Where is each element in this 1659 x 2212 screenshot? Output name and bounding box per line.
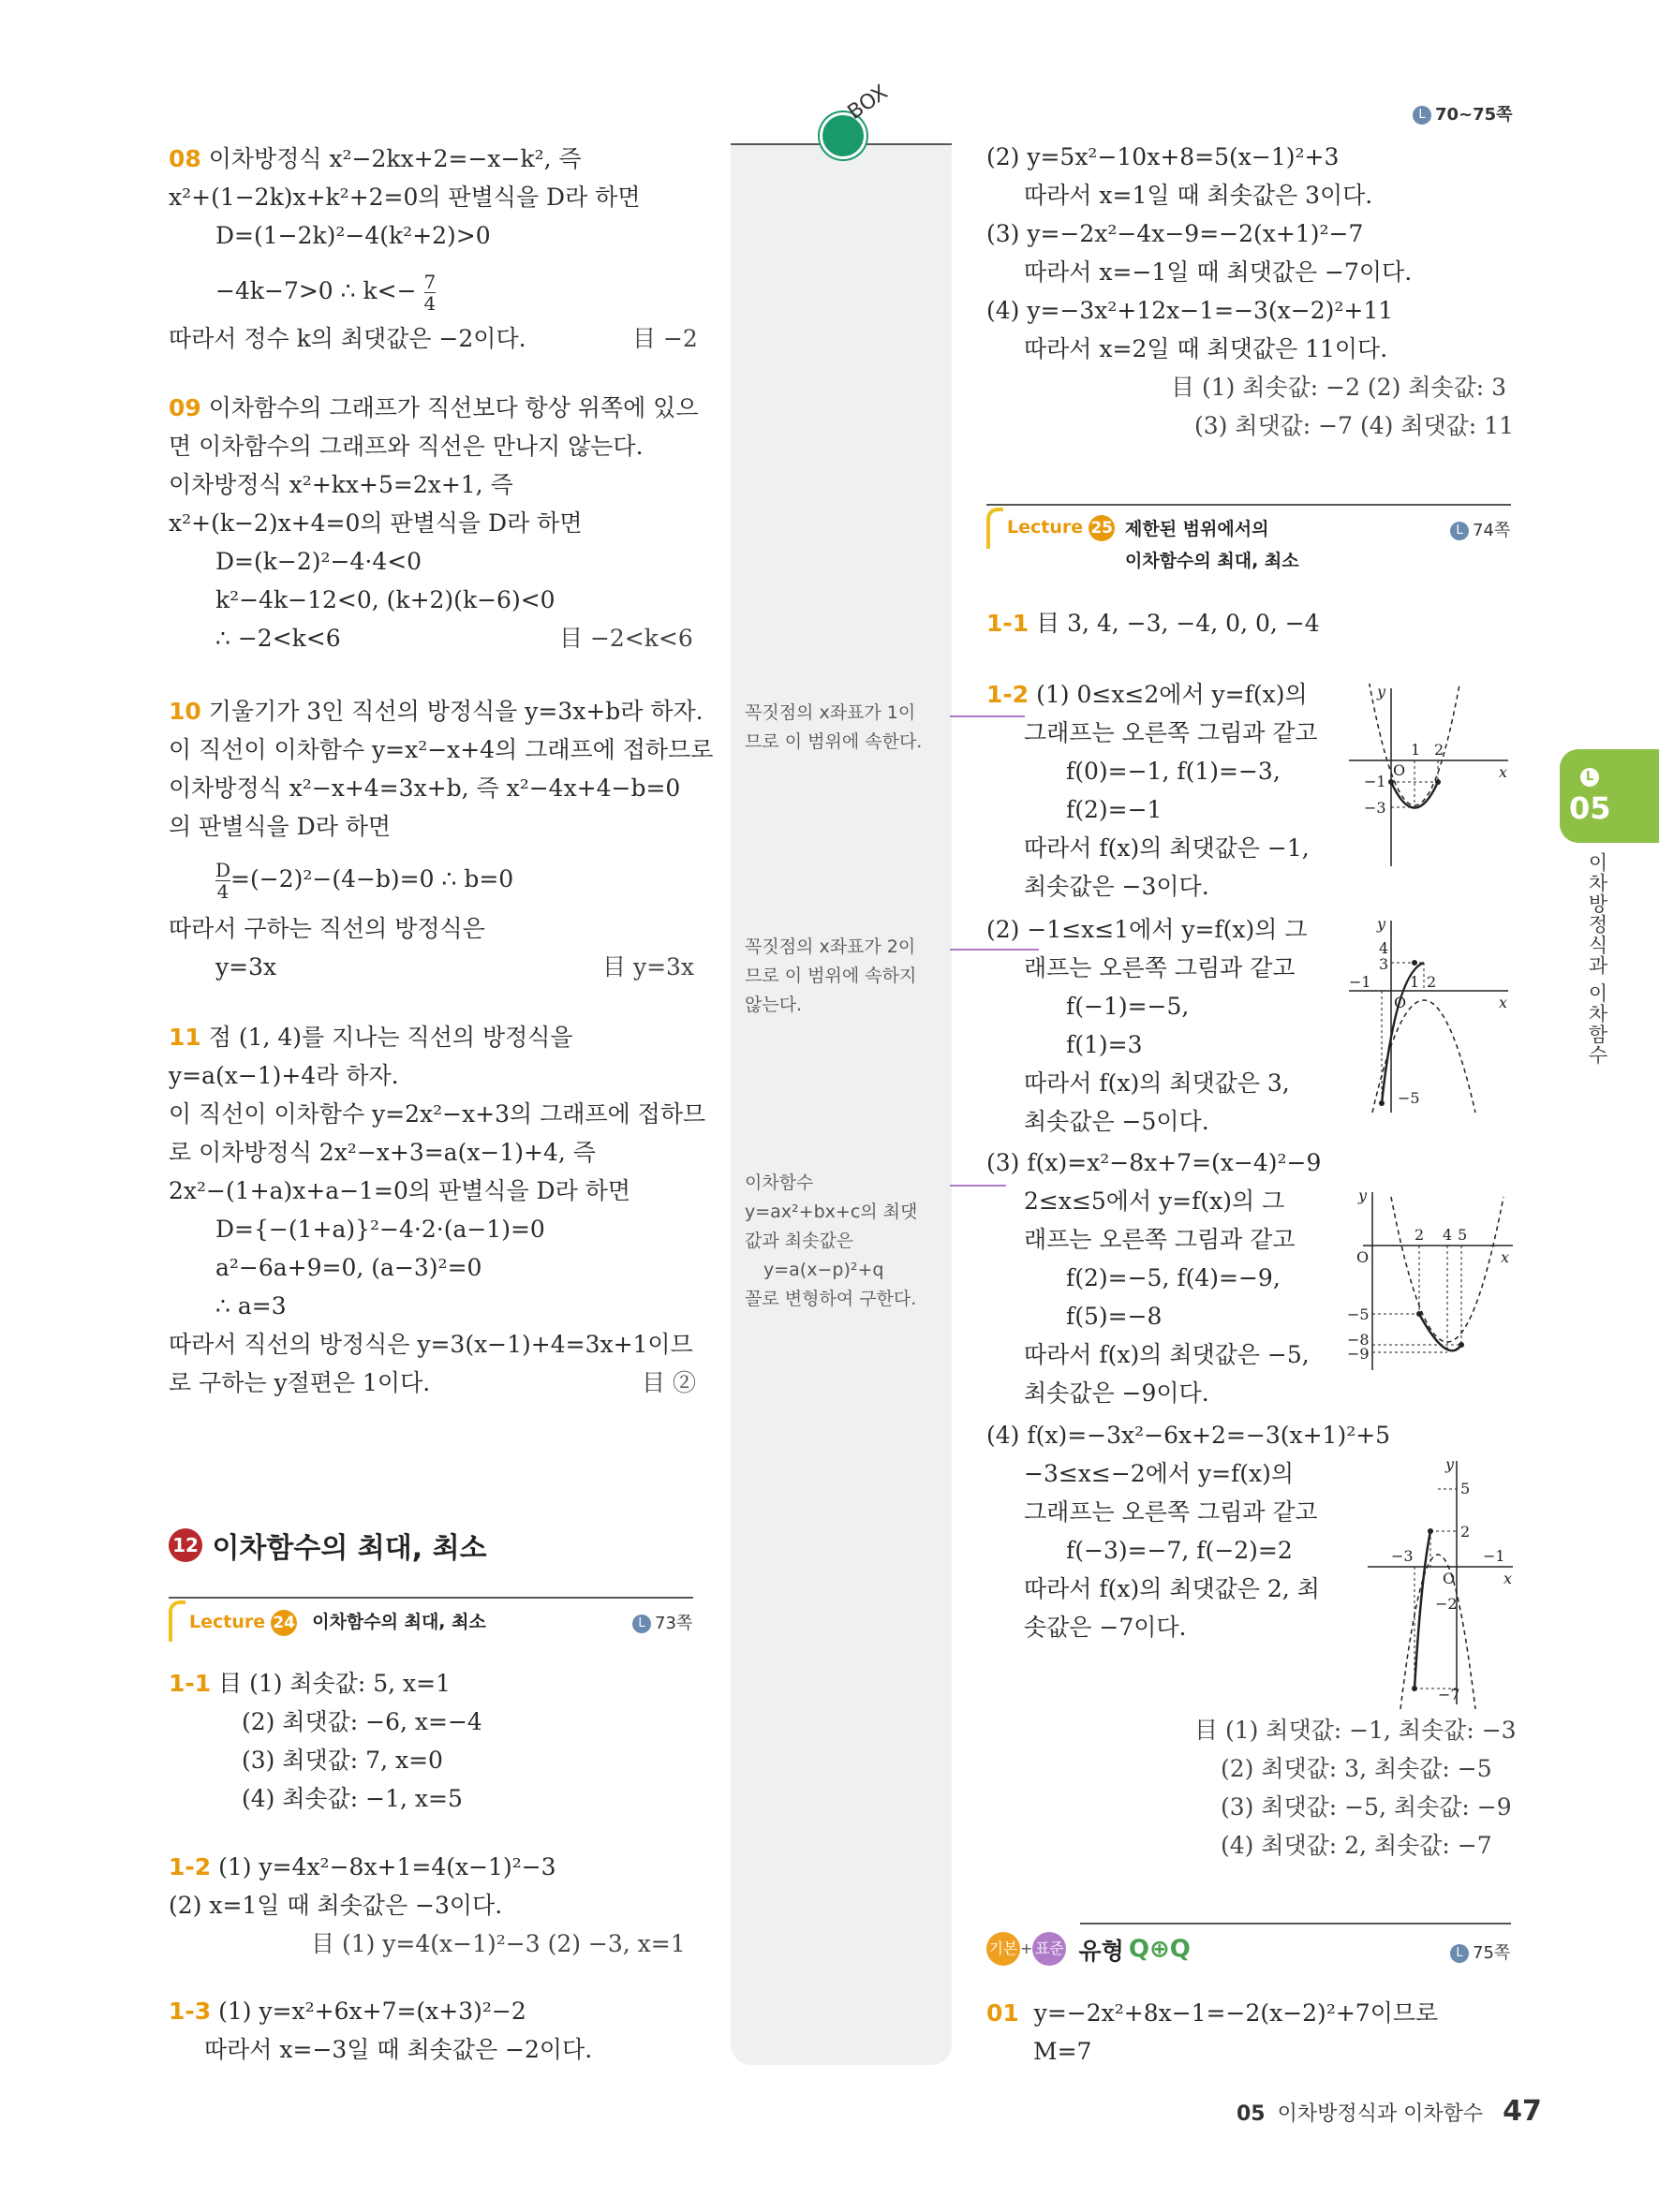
lecture-24-header: Lecture 24 이차함수의 최대, 최소 L 73쪽 <box>169 1597 693 1645</box>
qbox-column <box>731 145 952 2065</box>
graph-1-2-3 <box>1340 1187 1518 1375</box>
qbox-label: BOX <box>843 81 893 125</box>
lecture-icon: L <box>1450 1944 1469 1963</box>
svg-text:2: 2 <box>1415 1226 1425 1244</box>
lecture-icon: L <box>632 1615 651 1633</box>
svg-text:y: y <box>1377 916 1386 933</box>
svg-text:−7: −7 <box>1438 1686 1460 1703</box>
svg-text:2: 2 <box>1427 973 1437 991</box>
svg-text:1: 1 <box>1411 741 1421 759</box>
svg-text:−1: −1 <box>1364 773 1386 790</box>
svg-text:−8: −8 <box>1347 1331 1370 1349</box>
svg-text:4: 4 <box>1379 939 1389 957</box>
svg-text:2: 2 <box>1460 1523 1471 1541</box>
lecture-icon: L <box>1580 768 1599 787</box>
q-plus-q-icon: Q⊕Q <box>1128 1935 1191 1964</box>
svg-text:1: 1 <box>1410 973 1420 991</box>
svg-text:5: 5 <box>1458 1226 1468 1244</box>
svg-text:O: O <box>1393 761 1406 779</box>
qbox-note-3: 이차함수 y=ax²+bx+c의 최댓 값과 최솟값은 y=a(x−p)²+q 꼴로 변형하여 구한다. <box>745 1172 918 1309</box>
lecture-25-header: Lecture 25 제한된 범위에서의 이차함수의 최대, 최소 L 74쪽 <box>986 504 1511 579</box>
graph-1-2-4 <box>1363 1456 1522 1709</box>
qbox-note-1: 꼭짓점의 x좌표가 1이 므로 이 범위에 속한다. <box>745 702 923 752</box>
note-connector-2 <box>950 949 1039 951</box>
footer: 05 이차방정식과 이차함수 47 <box>1237 2095 1542 2128</box>
svg-text:O: O <box>1443 1570 1456 1587</box>
header-page-range: L 70~75쪽 <box>1413 101 1513 125</box>
svg-text:−3: −3 <box>1391 1547 1414 1565</box>
graph-1-2-2 <box>1349 916 1518 1117</box>
svg-text:x: x <box>1503 1570 1513 1587</box>
page-number: 47 <box>1503 2095 1542 2128</box>
svg-text:−1: −1 <box>1483 1547 1505 1565</box>
svg-text:−5: −5 <box>1398 1089 1420 1107</box>
svg-text:2: 2 <box>1434 741 1444 759</box>
question-1-1-right: 1-1 目 3, 4, −3, −4, 0, 0, −4 <box>986 610 1320 637</box>
svg-text:−1: −1 <box>1349 973 1371 991</box>
svg-text:5: 5 <box>1460 1480 1471 1497</box>
svg-text:4: 4 <box>1443 1226 1453 1244</box>
svg-text:y: y <box>1358 1187 1368 1204</box>
svg-text:O: O <box>1356 1248 1370 1266</box>
svg-text:−2: −2 <box>1435 1595 1458 1613</box>
section-12-heading: 12 이차함수의 최대, 최소 <box>169 1525 487 1566</box>
lecture-icon: L <box>1450 522 1469 540</box>
graph-1-2-1 <box>1349 684 1518 871</box>
types-header: 기본 + 표준 유형 Q⊕Q L 75쪽 <box>986 1923 1511 1975</box>
svg-text:O: O <box>1394 994 1407 1011</box>
svg-text:3: 3 <box>1379 955 1389 973</box>
svg-text:−3: −3 <box>1364 799 1386 817</box>
svg-text:−5: −5 <box>1347 1305 1370 1323</box>
svg-text:y: y <box>1377 684 1386 700</box>
svg-text:x: x <box>1499 994 1508 1011</box>
svg-text:−9: −9 <box>1347 1345 1370 1363</box>
qbox-note-2: 꼭짓점의 x좌표가 2이 므로 이 범위에 속하지 않는다. <box>745 936 917 1015</box>
note-connector-3 <box>950 1185 1006 1187</box>
svg-text:y: y <box>1445 1456 1455 1473</box>
svg-text:x: x <box>1501 1248 1510 1266</box>
problem-number: 08 <box>169 145 201 172</box>
chapter-tab[interactable]: L 05 <box>1560 749 1659 843</box>
note-connector-1 <box>950 715 1025 717</box>
svg-text:x: x <box>1499 763 1508 781</box>
chapter-tab-title: 이차방정식과 이차함수 <box>1586 852 1608 1066</box>
lecture-icon: L <box>1413 106 1431 125</box>
